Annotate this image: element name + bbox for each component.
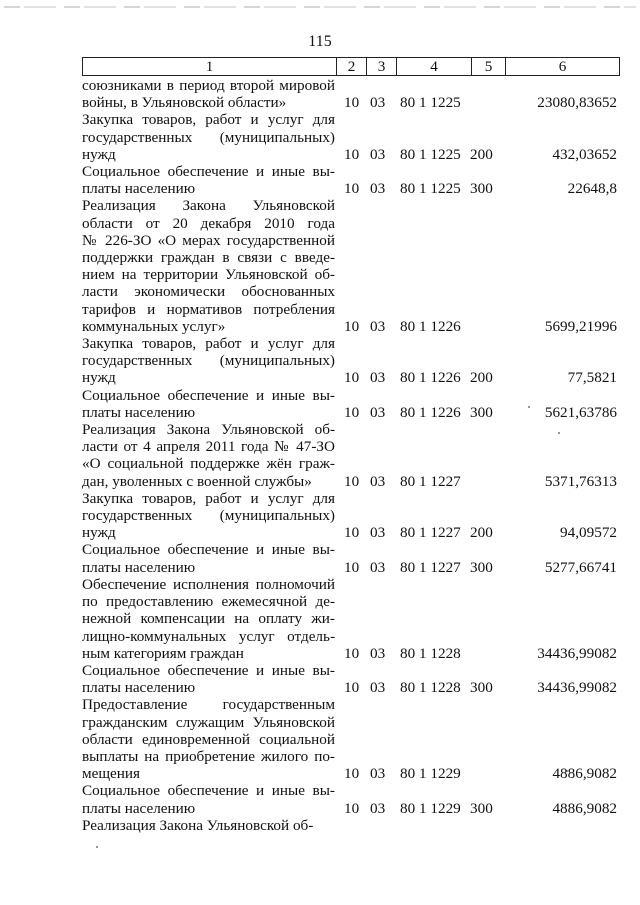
description-line: Социальное обеспечение и иные вы- xyxy=(82,541,335,559)
table-row xyxy=(82,421,620,490)
description-line: государственных (муниципальных) xyxy=(82,507,335,525)
description-line: войны, в Ульяновской области» xyxy=(82,94,287,112)
target-article-code: 80 1 1228 xyxy=(400,679,461,697)
description-line: ласти от 4 апреля 2011 года № 47-ЗО xyxy=(82,438,335,456)
subsection-code: 03 xyxy=(370,558,386,576)
target-article-code: 80 1 1227 xyxy=(400,472,461,490)
section-code: 10 xyxy=(344,644,360,662)
description-line: Закупка товаров, работ и услуг для xyxy=(82,335,335,353)
scan-artifact-line xyxy=(4,6,636,8)
expense-type-code: 300 xyxy=(470,180,493,198)
row-codes xyxy=(335,662,620,696)
table-row xyxy=(82,817,620,834)
target-article-code: 80 1 1226 xyxy=(400,317,461,335)
section-code: 10 xyxy=(344,558,360,576)
row-codes xyxy=(335,335,620,387)
section-code: 10 xyxy=(344,180,360,198)
table-row xyxy=(82,335,620,387)
description-line: Предоставление государственным xyxy=(82,696,335,714)
row-codes xyxy=(335,817,620,834)
table-row xyxy=(82,197,620,335)
amount-value: 34436,99082 xyxy=(537,679,617,697)
row-description xyxy=(82,490,335,542)
description-line: выплаты на приобретение жилого по- xyxy=(82,747,335,765)
row-codes xyxy=(335,490,620,542)
description-line: платы населению xyxy=(82,799,196,817)
subsection-code: 03 xyxy=(370,94,386,112)
subsection-code: 03 xyxy=(370,799,386,817)
amount-value: 4886,9082 xyxy=(552,765,617,783)
row-codes xyxy=(335,782,620,816)
row-description xyxy=(82,817,335,834)
section-code: 10 xyxy=(344,145,360,163)
row-codes xyxy=(335,387,620,421)
target-article-code: 80 1 1227 xyxy=(400,558,461,576)
description-line: Закупка товаров, работ и услуг для xyxy=(82,489,335,507)
description-line: ласти экономически обоснованных xyxy=(82,283,335,301)
table-row xyxy=(82,662,620,696)
description-line: по предоставлению ежемесячной де- xyxy=(82,593,335,611)
section-code: 10 xyxy=(344,524,360,542)
expense-type-code: 300 xyxy=(470,799,493,817)
row-codes xyxy=(335,111,620,163)
expense-type-code: 300 xyxy=(470,558,493,576)
row-codes xyxy=(335,696,620,782)
description-line: нужд xyxy=(82,524,116,542)
description-line: союзниками в период второй мировой xyxy=(82,77,335,94)
description-line: поддержки граждан в связи с введе- xyxy=(82,249,335,267)
description-line: № 226-ЗО «О мерах государственной xyxy=(82,231,335,249)
section-code: 10 xyxy=(344,472,360,490)
target-article-code: 80 1 1227 xyxy=(400,524,461,542)
table-row xyxy=(82,387,620,421)
description-line: Социальное обеспечение и иные вы- xyxy=(82,386,335,404)
row-description xyxy=(82,576,335,662)
table-row xyxy=(82,782,620,816)
description-line: Реализация Закона Ульяновской об- xyxy=(82,816,314,834)
expense-type-code: 300 xyxy=(470,403,493,421)
amount-value: 77,5821 xyxy=(567,369,617,387)
row-codes xyxy=(335,421,620,490)
target-article-code: 80 1 1225 xyxy=(400,145,461,163)
header-col-5: 5 xyxy=(471,58,505,75)
row-description xyxy=(82,421,335,490)
description-line: коммунальных услуг» xyxy=(82,317,226,335)
description-line: нежной компенсации на оплату жи- xyxy=(82,610,335,628)
row-codes xyxy=(335,77,620,111)
expense-type-code: 200 xyxy=(470,524,493,542)
row-description xyxy=(82,782,335,816)
description-line: лищно-коммунальных услуг отдель- xyxy=(82,627,335,645)
subsection-code: 03 xyxy=(370,472,386,490)
table-row xyxy=(82,576,620,662)
row-description xyxy=(82,197,335,335)
amount-value: 5621,63786 xyxy=(544,403,617,421)
amount-value: 94,09572 xyxy=(560,524,617,542)
row-description xyxy=(82,387,335,421)
table-row xyxy=(82,111,620,163)
row-description xyxy=(82,111,335,163)
description-line: платы населению xyxy=(82,403,196,421)
header-col-4: 4 xyxy=(396,58,471,75)
target-article-code: 80 1 1229 xyxy=(400,765,461,783)
target-article-code: 80 1 1226 xyxy=(400,369,461,387)
target-article-code: 80 1 1226 xyxy=(400,403,461,421)
table-row xyxy=(82,163,620,197)
header-col-6: 6 xyxy=(505,58,619,75)
subsection-code: 03 xyxy=(370,679,386,697)
description-line: государственных (муниципальных) xyxy=(82,128,335,146)
row-codes xyxy=(335,197,620,335)
amount-value: 22648,8 xyxy=(567,180,617,198)
description-line: нием на территории Ульяновской об- xyxy=(82,266,335,284)
row-codes xyxy=(335,541,620,575)
subsection-code: 03 xyxy=(370,369,386,387)
row-description xyxy=(82,335,335,387)
row-codes xyxy=(335,163,620,197)
amount-value: 5277,66741 xyxy=(544,558,617,576)
table-row xyxy=(82,77,620,111)
header-col-1: 1 xyxy=(205,58,214,75)
section-code: 10 xyxy=(344,765,360,783)
target-article-code: 80 1 1228 xyxy=(400,644,461,662)
description-line: нужд xyxy=(82,145,116,163)
subsection-code: 03 xyxy=(370,145,386,163)
description-line: ным категориям граждан xyxy=(82,644,244,662)
table-row xyxy=(82,541,620,575)
section-code: 10 xyxy=(344,799,360,817)
description-line: Социальное обеспечение и иные вы- xyxy=(82,782,335,800)
budget-table-body xyxy=(82,77,620,834)
section-code: 10 xyxy=(344,317,360,335)
table-row xyxy=(82,490,620,542)
amount-value: 34436,99082 xyxy=(537,644,617,662)
row-description xyxy=(82,77,335,111)
page-number: 115 xyxy=(308,33,332,50)
description-line: платы населению xyxy=(82,679,196,697)
row-description xyxy=(82,541,335,575)
row-description xyxy=(82,696,335,782)
table-row xyxy=(82,696,620,782)
section-code: 10 xyxy=(344,679,360,697)
subsection-code: 03 xyxy=(370,765,386,783)
subsection-code: 03 xyxy=(370,644,386,662)
description-line: платы населению xyxy=(82,558,196,576)
subsection-code: 03 xyxy=(370,317,386,335)
description-line: Реализация Закона Ульяновской xyxy=(82,197,335,215)
amount-value: 4886,9082 xyxy=(552,799,617,817)
subsection-code: 03 xyxy=(370,180,386,198)
description-line: Реализация Закона Ульяновской об- xyxy=(82,421,335,439)
description-line: «О социальной поддержке жён граж- xyxy=(82,455,335,473)
description-line: Социальное обеспечение и иные вы- xyxy=(82,661,335,679)
amount-value: 23080,83652 xyxy=(537,94,617,112)
amount-value: 5371,76313 xyxy=(544,472,617,490)
description-line: государственных (муниципальных) xyxy=(82,352,335,370)
description-line: нужд xyxy=(82,369,116,387)
amount-value: 432,03652 xyxy=(552,145,617,163)
section-code: 10 xyxy=(344,94,360,112)
header-col-2: 2 xyxy=(336,58,366,75)
row-description xyxy=(82,163,335,197)
description-line: Социальное обеспечение и иные вы- xyxy=(82,163,335,181)
description-line: Закупка товаров, работ и услуг для xyxy=(82,111,335,129)
section-code: 10 xyxy=(344,403,360,421)
target-article-code: 80 1 1229 xyxy=(400,799,461,817)
expense-type-code: 200 xyxy=(470,145,493,163)
description-line: Обеспечение исполнения полномочий xyxy=(82,575,335,593)
row-description xyxy=(82,662,335,696)
target-article-code: 80 1 1225 xyxy=(400,180,461,198)
description-line: дан, уволенных с военной службы» xyxy=(82,472,312,490)
target-article-code: 80 1 1225 xyxy=(400,94,461,112)
description-line: области от 20 декабря 2010 года xyxy=(82,214,335,232)
description-line: гражданским служащим Ульяновской xyxy=(82,713,335,731)
description-line: платы населению xyxy=(82,180,196,198)
subsection-code: 03 xyxy=(370,403,386,421)
description-line: области единовременной социальной xyxy=(82,730,335,748)
description-line: тарифов и нормативов потребления xyxy=(82,300,335,318)
description-line: мещения xyxy=(82,765,141,783)
expense-type-code: 300 xyxy=(470,679,493,697)
row-codes xyxy=(335,576,620,662)
section-code: 10 xyxy=(344,369,360,387)
subsection-code: 03 xyxy=(370,524,386,542)
expense-type-code: 200 xyxy=(470,369,493,387)
table-header xyxy=(82,57,620,76)
header-col-3: 3 xyxy=(366,58,396,75)
amount-value: 5699,21996 xyxy=(544,317,617,335)
scan-speck xyxy=(96,846,98,848)
